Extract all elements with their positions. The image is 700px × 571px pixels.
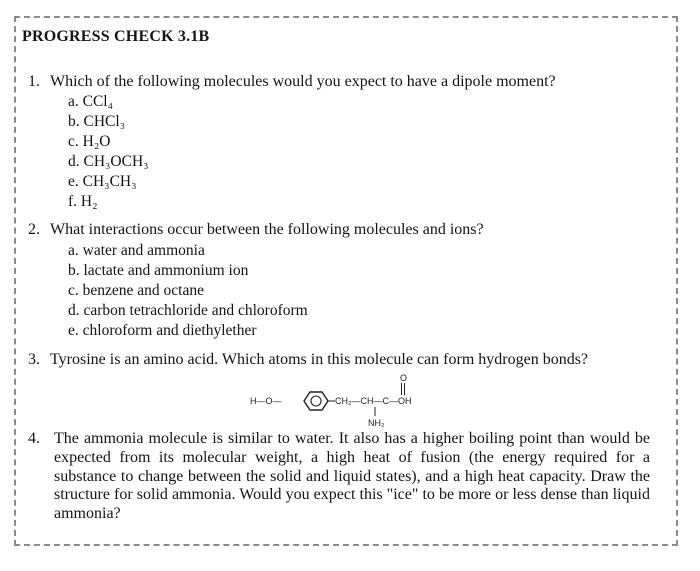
q1-option-a: a. CCl₄ [68, 93, 114, 110]
question-number: 3. [28, 351, 40, 368]
question-number: 1. [28, 73, 40, 90]
q2-option-c: c. benzene and octane [68, 282, 204, 299]
question-1 [28, 72, 556, 92]
question-3 [28, 350, 588, 370]
question-text: What interactions occur between the following molecules and ions? [50, 221, 484, 238]
question-number: 4. [28, 430, 40, 447]
q2-option-d: d. carbon tetrachloride and chloroform [68, 302, 308, 319]
q2-option-e: e. chloroform and diethylether [68, 322, 257, 339]
q1-option-b: b. CHCl₃ [68, 113, 126, 130]
q1-option-f: f. H₂ [68, 193, 98, 210]
q1-option-e: e. CH₃CH₃ [68, 173, 137, 190]
benzene-ring-icon [304, 392, 328, 410]
question-text: The ammonia molecule is similar to water. It also has a higher boiling point than would be expected from its molecular weight, a high heat of fusion (the energy required for a substance to change between the solid and liquid states), and a high heat capacity. Draw the structure for solid ammonia. Would you expect this "ice" to be more or less dense than liquid ammonia? [54, 430, 650, 523]
q2-option-a: a. water and ammonia [68, 242, 205, 259]
q2-option-b: b. lactate and ammonium ion [68, 262, 249, 279]
structure-h-o: H—O— [250, 396, 282, 406]
question-2 [28, 220, 484, 240]
structure-side-chain: CH₂—CH—C—OH [335, 396, 412, 406]
structure-carbonyl-o: O [400, 373, 408, 383]
q1-option-d: d. CH₃OCH₃ [68, 153, 149, 170]
question-4 [28, 430, 650, 524]
structure-amine: NH₂ [368, 418, 385, 428]
q1-option-c: c. H₂O [68, 133, 111, 150]
question-text: Which of the following molecules would you expect to have a dipole moment? [50, 73, 556, 90]
question-number: 2. [28, 221, 40, 238]
tyrosine-structure [246, 372, 456, 428]
question-text: Tyrosine is an amino acid. Which atoms in this molecule can form hydrogen bonds? [50, 351, 589, 368]
page-title: PROGRESS CHECK 3.1B [22, 28, 210, 45]
aromatic-circle [311, 396, 321, 406]
